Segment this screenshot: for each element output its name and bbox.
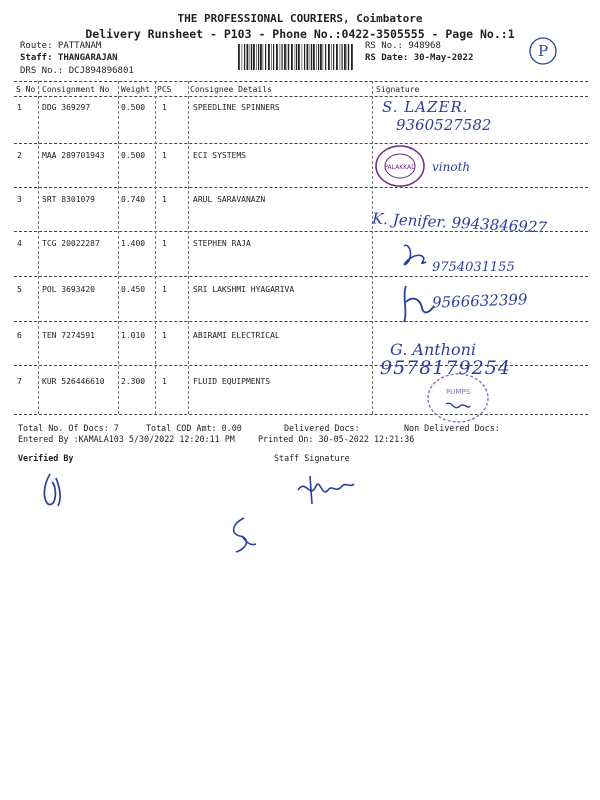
- delivered-docs: Delivered Docs:: [284, 423, 360, 433]
- row-sno: 1: [17, 103, 22, 112]
- table-bottom-rule: [14, 414, 588, 415]
- col-sep-1: [38, 81, 39, 414]
- row-weight: 1.400: [121, 239, 146, 248]
- non-delivered-docs: Non Delivered Docs:: [404, 423, 500, 433]
- row-consignee: FLUID EQUIPMENTS: [193, 377, 271, 386]
- row-consignment: SRT 8301079: [42, 195, 95, 204]
- table-top-rule: [14, 81, 588, 82]
- printed-on: Printed On: 30-05-2022 12:21:36: [258, 434, 415, 444]
- row-consignee: SRI LAKSHMI HYAGARIVA: [193, 285, 295, 294]
- row-sno: 5: [17, 285, 22, 294]
- row-consignee: STEPHEN RAJA: [193, 239, 251, 248]
- row-sno: 2: [17, 151, 22, 160]
- row-consignee: SPEEDLINE SPINNERS: [193, 103, 280, 112]
- row-weight: 2.300: [121, 377, 146, 386]
- row-sno: 4: [17, 239, 22, 248]
- row-weight: 0.740: [121, 195, 146, 204]
- row-rule-4: [14, 276, 588, 277]
- verifier-signature: [36, 468, 76, 510]
- row-consignment: TEN 7274591: [42, 331, 95, 340]
- row-weight: 0.500: [121, 151, 146, 160]
- col-header-consignment: Consignment No: [42, 85, 110, 94]
- col-header-weight: Weight: [121, 85, 150, 94]
- col-header-pcs: PCS: [157, 85, 172, 94]
- col-sep-5: [372, 81, 373, 414]
- handwritten-name-row7: G. Anthoni: [390, 340, 477, 359]
- row-weight: 0.500: [121, 103, 146, 112]
- row-rule-1: [14, 143, 588, 144]
- col-sep-4: [188, 81, 189, 414]
- total-cod: Total COD Amt: 0.00: [146, 423, 242, 433]
- handwritten-name-row1: S. LAZER.: [382, 98, 469, 116]
- row-pcs: 1: [162, 331, 167, 340]
- row-pcs: 1: [162, 195, 167, 204]
- row-consignment: DDG 369297: [42, 103, 91, 112]
- entered-by: Entered By :KAMALA103 5/30/2022 12:20:11 PM: [18, 434, 235, 444]
- circled-p-mark: [528, 36, 558, 66]
- handwritten-sign-row3: K. Jenifer. 9943846927: [371, 209, 548, 237]
- row-sno: 3: [17, 195, 22, 204]
- circled-p-letter: P: [537, 42, 549, 60]
- staff-label: Staff: THANGARAJAN: [20, 53, 118, 63]
- company-title: THE PROFESSIONAL COURIERS, Coimbatore: [177, 12, 423, 25]
- company-stamp-row7: [424, 370, 492, 426]
- row-weight: 0.450: [121, 285, 146, 294]
- handwritten-phone-row4: 9754031155: [432, 260, 515, 275]
- col-sep-2: [118, 81, 119, 414]
- rs-number: RS No.: 948968: [365, 41, 441, 51]
- company-stamp-row2: [372, 142, 432, 192]
- row-consignee: ECI SYSTEMS: [193, 151, 246, 160]
- table-header-rule: [14, 96, 588, 97]
- rs-date: RS Date: 30-May-2022: [365, 53, 474, 63]
- col-sep-3: [155, 81, 156, 414]
- handwritten-sign-row2: vinoth: [432, 160, 471, 174]
- row-consignment: POL 3693420: [42, 285, 95, 294]
- barcode-image: [236, 43, 356, 71]
- staff-signature: [292, 470, 362, 506]
- staff-signature-label: Staff Signature: [274, 453, 350, 463]
- handwritten-phone-row5: 9566632399: [431, 290, 528, 312]
- drs-label: DRS No.: DCJ894896801: [20, 66, 134, 76]
- row-consignment: MAA 289701943: [42, 151, 105, 160]
- verified-by-label: Verified By: [18, 453, 74, 463]
- row-consignee: ARUL SARAVANAZN: [193, 195, 266, 204]
- stamp-text-row2: PALAKKAD: [384, 164, 416, 171]
- row-sno: 6: [17, 331, 22, 340]
- total-docs: Total No. Of Docs: 7: [18, 423, 119, 433]
- col-header-consignee: Consignee Details: [190, 85, 272, 94]
- col-header-signature: Signature: [376, 85, 420, 94]
- runsheet-title: Delivery Runsheet - P103 - Phone No.:0422-3505555 - Page No.:1: [85, 27, 515, 41]
- row-pcs: 1: [162, 377, 167, 386]
- stamp-text-row7: PUMPS: [445, 388, 471, 396]
- handwritten-phone-row7: 9578179254: [380, 357, 511, 379]
- row-consignment: KUR 526446610: [42, 377, 105, 386]
- row-weight: 1.010: [121, 331, 146, 340]
- row-pcs: 1: [162, 285, 167, 294]
- route-label: Route: PATTANAM: [20, 41, 102, 51]
- row-rule-2: [14, 187, 588, 188]
- row-consignment: TCG 20022287: [42, 239, 100, 248]
- row-pcs: 1: [162, 151, 167, 160]
- row-consignee: ABIRAMI ELECTRICAL: [193, 331, 280, 340]
- row-sno: 7: [17, 377, 22, 386]
- handwritten-phone-row1: 9360527582: [396, 116, 492, 134]
- row-rule-5: [14, 321, 588, 322]
- row-pcs: 1: [162, 103, 167, 112]
- extra-signature: [222, 514, 262, 558]
- col-header-sno: S No: [16, 85, 36, 94]
- row-pcs: 1: [162, 239, 167, 248]
